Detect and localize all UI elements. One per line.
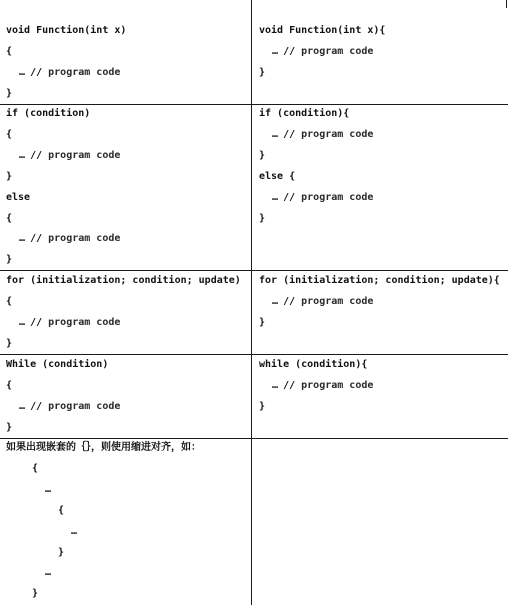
code-line: if (condition){ [259,108,350,119]
program-code-text: program code [48,400,121,412]
code-line: } [6,421,13,433]
code-line: While (condition) [6,359,109,370]
program-code-text: program code [48,149,121,161]
code-line: else { [259,170,296,182]
program-code-text: program code [301,295,374,307]
comment-marker: // [30,149,43,161]
right-border [506,0,507,8]
code-line [19,145,120,166]
code-line [272,41,373,62]
code-line [272,124,373,145]
ellipsis-mark: … [19,66,25,78]
column-divider [251,0,252,605]
program-code-text: program code [301,128,374,140]
program-code-text: program code [301,45,374,57]
program-code-text: program code [301,379,374,391]
comment-marker: // [30,66,43,78]
comment-marker: // [30,316,43,328]
program-code-text: program code [48,316,121,328]
code-line [19,396,120,417]
code-line: … [71,525,78,537]
code-line: while (condition){ [259,359,368,370]
code-line: } [259,149,266,161]
ellipsis-mark: … [272,128,278,140]
code-line: } [58,546,65,558]
ellipsis-mark: … [272,295,278,307]
code-line: } [32,588,39,600]
comment-marker: // [283,128,296,140]
code-line: } [6,254,13,266]
code-line: } [259,316,266,328]
code-line: void Function(int x){ [259,25,386,36]
ellipsis-mark: … [19,400,25,412]
code-line [19,62,120,83]
code-line: { [6,295,13,307]
code-line: else [6,191,31,203]
code-line: if (condition) [6,108,91,119]
code-line: } [6,170,13,182]
code-line [272,187,373,208]
comment-marker: // [283,191,296,203]
code-line: } [259,400,266,412]
program-code-text: program code [48,66,121,78]
ellipsis-mark: … [272,379,278,391]
code-line: void Function(int x) [6,25,127,36]
code-line [272,291,373,312]
ellipsis-mark: … [19,149,25,161]
comment-marker: // [30,400,43,412]
code-line: … [45,483,52,495]
comment-marker: // [283,45,296,57]
comment-marker: // [283,379,296,391]
program-code-text: program code [301,191,374,203]
ellipsis-mark: … [19,233,25,245]
code-line: } [6,337,13,349]
code-line [19,228,120,249]
code-line: { [6,128,13,140]
code-line: for (initialization; condition; update){ [259,275,500,286]
code-line: … [45,567,52,579]
code-line: { [6,379,13,391]
code-line: { [32,462,39,474]
code-line: } [259,212,266,224]
program-code-text: program code [48,233,121,245]
comment-marker: // [283,295,296,307]
code-line [19,312,120,333]
code-line: { [6,212,13,224]
ellipsis-mark: … [272,45,278,57]
comment-marker: // [30,233,43,245]
code-line: for (initialization; condition; update) [6,275,241,286]
code-line: 如果出现嵌套的｛｝，则使用缩进对齐，如： [6,442,201,453]
code-line: { [58,504,65,516]
code-line: { [6,45,13,57]
ellipsis-mark: … [272,191,278,203]
code-line [272,375,373,396]
code-line: } [259,66,266,78]
ellipsis-mark: … [19,316,25,328]
code-line: } [6,87,13,99]
